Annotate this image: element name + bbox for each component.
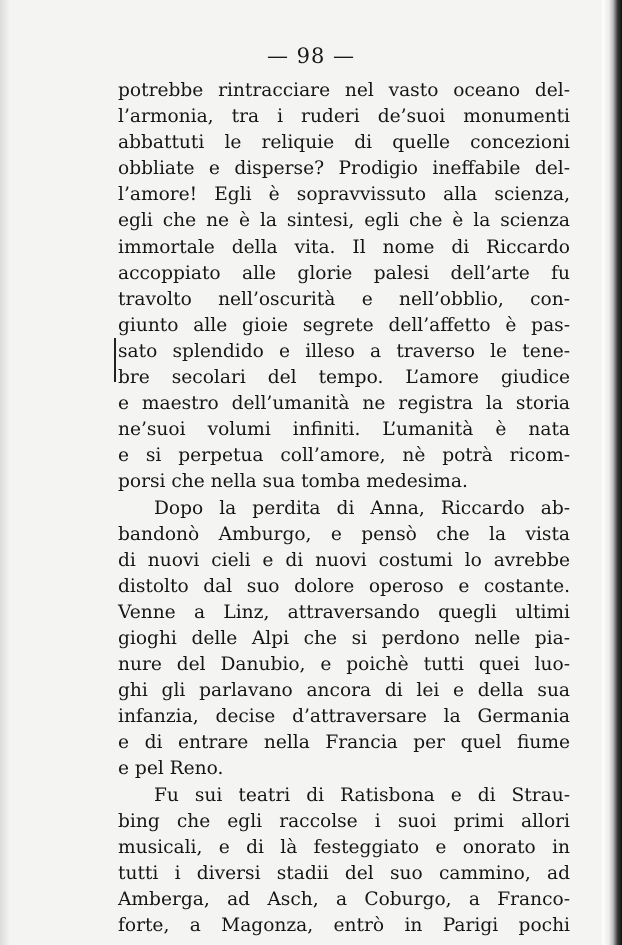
book-binding-shadow [602,0,622,945]
text-line: Fu sui teatri di Ratisbona e di Strau- [154,784,570,806]
text-line: di nuovi cieli e di nuovi costumi lo avrebbe [118,549,570,571]
text-line: gioghi delle Alpi che si perdono nelle pia- [118,627,570,649]
text-line: bing che egli raccolse i suoi primi allori [118,810,570,832]
text-line: ne’suoi volumi infiniti. L’umanità è nata [118,419,570,441]
text-line: obbliate e disperse? Prodigio ineffabile del- [118,158,570,180]
text-line: infanzia, decise d’attraversare la Germania [118,706,570,728]
text-line: l’amore! Egli è sopravvissuto alla scienza, [118,184,570,206]
text-line: abbattuti le reliquie di quelle concezioni [118,132,570,154]
text-line: immortale della vita. Il nome di Riccardo [118,236,570,258]
text-line: distolto dal suo dolore operoso e costante. [118,575,570,597]
text-line: forte, a Magonza, entrò in Parigi pochi [118,915,570,936]
page-left-edge [0,0,10,945]
text-line: nure del Danubio, e poichè tutti quei luo- [118,654,570,676]
text-line: e maestro dell’umanità ne registra la storia [118,393,570,415]
text-line: sato splendido e illeso a traverso le tene- [118,340,570,362]
text-line: Dopo la perdita di Anna, Riccardo ab- [154,497,570,519]
body-text [118,78,570,939]
text-line: bandonò Amburgo, e pensò che la vista [118,523,570,545]
text-line: e si perpetua coll’amore, nè potrà ricom- [118,445,570,467]
text-line: l’armonia, tra i ruderi de’suoi monumenti [118,106,570,128]
text-line: porsi che nella sua tomba medesima. [118,471,468,493]
text-line: ghi gli parlavano ancora di lei e della sua [118,680,570,702]
text-line: Venne a Linz, attraversando quegli ultimi [118,601,570,623]
text-line: tutti i diversi stadii del suo cammino, ad [118,862,570,884]
text-line: bre secolari del tempo. L’amore giudice [118,367,570,389]
text-line: musicali, e di là festeggiato e onorato in [118,836,570,858]
text-line: e di entrare nella Francia per quel fiume [118,732,570,754]
text-line: potrebbe rintracciare nel vasto oceano del- [118,80,570,101]
page-number: — 98 — [266,44,356,68]
text-line: accoppiato alle glorie palesi dell’arte fu [118,262,570,284]
text-line: giunto alle gioie segrete dell’affetto è pas- [118,314,570,336]
text-line: travolto nell’oscurità e nell’obblio, con- [118,288,570,310]
text-line: e pel Reno. [118,758,224,780]
text-line: egli che ne è la sintesi, egli che è la scienza [118,210,570,232]
text-line: Amberga, ad Asch, a Coburgo, a Franco- [118,888,570,910]
